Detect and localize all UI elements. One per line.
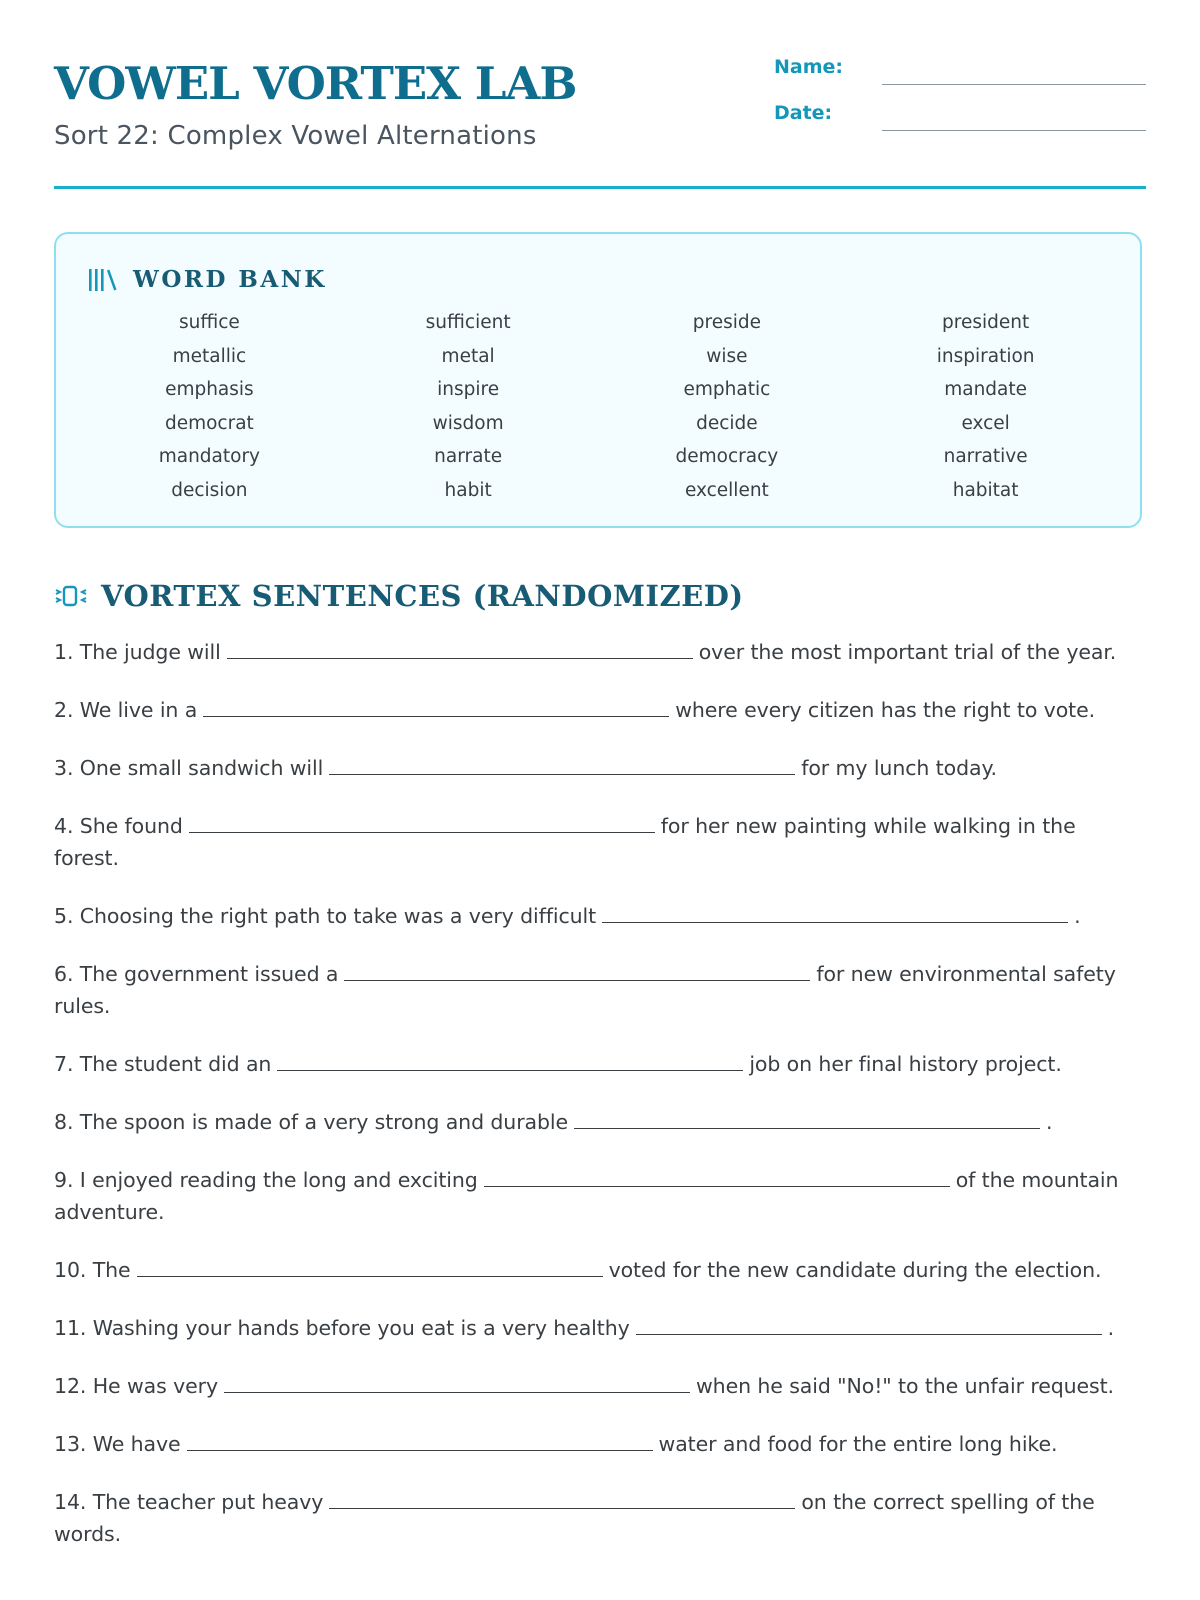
sentence-number: 14.	[54, 1490, 87, 1514]
word-bank-word: preside	[692, 312, 761, 333]
worksheet-page	[54, 0, 1146, 1600]
page-subtitle: Sort 22: Complex Vowel Alternations	[54, 121, 537, 151]
date-field[interactable]	[774, 100, 1146, 130]
sentence-item	[54, 636, 1146, 668]
sentence-number: 9.	[54, 1168, 74, 1192]
word-bank-word: wise	[706, 345, 748, 367]
sentence-text-before: One small sandwich will	[79, 756, 324, 780]
sentence-item	[54, 1106, 1146, 1138]
answer-blank[interactable]	[187, 1434, 653, 1451]
sentence-text-after: voted for the new candidate during the election.	[608, 1258, 1102, 1282]
word-bank-word: emphatic	[683, 379, 771, 400]
word-bank-word: narrative	[943, 446, 1028, 467]
sentence-list	[54, 636, 1146, 1576]
sentence-text-after: for my lunch today.	[801, 756, 997, 780]
word-bank-word: democracy	[675, 446, 779, 467]
sentence-number: 5.	[54, 904, 74, 928]
answer-blank[interactable]	[189, 816, 655, 833]
word-bank-word: mandatory	[158, 446, 261, 467]
sentence-text-before: We have	[92, 1432, 181, 1456]
sentence-text-after: over the most important trial of the year.	[698, 640, 1117, 664]
sentence-number: 8.	[54, 1110, 74, 1134]
sentence-number: 6.	[54, 962, 74, 986]
word-bank-word: inspiration	[936, 345, 1035, 367]
word-bank-word: suffice	[178, 312, 240, 333]
sentence-text-after: job on her final history project.	[749, 1052, 1062, 1076]
sentence-item	[54, 958, 1146, 1022]
answer-blank[interactable]	[602, 906, 1068, 923]
sentence-item	[54, 1254, 1146, 1286]
sentence-number: 12.	[54, 1374, 87, 1398]
answer-blank[interactable]	[277, 1054, 743, 1071]
sentence-text-after: water and food for the entire long hike.	[658, 1432, 1058, 1456]
name-field[interactable]	[774, 54, 1146, 84]
sentence-item	[54, 752, 1146, 784]
word-bank-word: emphasis	[165, 379, 254, 400]
sentence-item	[54, 1312, 1146, 1344]
sentence-text-before: She found	[79, 814, 183, 838]
sentence-item	[54, 1370, 1146, 1402]
word-bank-word: president	[942, 312, 1030, 333]
name-label: Name:	[774, 56, 844, 78]
answer-blank[interactable]	[329, 1492, 795, 1509]
sentence-item	[54, 1048, 1146, 1080]
word-bank-word: metallic	[172, 345, 247, 367]
date-label: Date:	[774, 102, 833, 124]
word-bank-word: excel	[961, 412, 1010, 434]
sentence-number: 11.	[54, 1316, 87, 1340]
answer-blank[interactable]	[137, 1260, 603, 1277]
sentence-text-after: for new environmental safety rules.	[54, 962, 1116, 1018]
sentence-text-before: We live in a	[79, 698, 198, 722]
sentence-text-after: .	[1046, 1110, 1053, 1134]
word-bank-word: mandate	[944, 379, 1028, 400]
answer-blank[interactable]	[636, 1318, 1102, 1335]
sentence-item	[54, 1428, 1146, 1460]
sentence-text-after: .	[1107, 1316, 1115, 1340]
sentence-text-after: .	[1074, 904, 1081, 928]
word-bank-word: wisdom	[432, 412, 504, 434]
name-line[interactable]	[882, 84, 1146, 85]
sentence-text-before: The	[92, 1258, 131, 1282]
sentence-item	[54, 810, 1146, 874]
sentence-text-before: The student did an	[79, 1052, 272, 1076]
sentence-text-after: where every citizen has the right to vote.	[675, 698, 1096, 722]
word-bank-word: inspire	[437, 379, 500, 400]
word-bank-word: excellent	[684, 479, 769, 501]
header-divider	[54, 186, 1146, 189]
answer-blank[interactable]	[224, 1376, 690, 1393]
sentence-number: 1.	[54, 640, 74, 664]
sentence-number: 4.	[54, 814, 74, 838]
word-bank-word: narrate	[434, 446, 503, 467]
sentence-number: 13.	[54, 1432, 87, 1456]
sentence-text-before: The judge will	[79, 640, 221, 664]
word-bank-grid	[56, 306, 1139, 507]
sentence-item	[54, 900, 1146, 932]
sentence-item	[54, 1486, 1146, 1550]
sentence-text-before: Choosing the right path to take was a very difficult	[79, 904, 597, 928]
sentence-text-before: Washing your hands before you eat is a very healthy	[92, 1316, 630, 1340]
word-bank-title: WORD BANK	[133, 266, 327, 293]
sentence-text-before: He was very	[92, 1374, 219, 1398]
sentence-text-before: The government issued a	[79, 962, 339, 986]
date-line[interactable]	[882, 130, 1146, 131]
sentence-number: 10.	[54, 1258, 87, 1282]
sentence-text-before: The teacher put heavy	[92, 1490, 324, 1514]
sentence-item	[54, 694, 1146, 726]
answer-blank[interactable]	[344, 964, 810, 981]
sentence-text-after: on the correct spelling of the words.	[54, 1490, 1095, 1546]
sentence-text-before: I enjoyed reading the long and exciting	[79, 1168, 478, 1192]
word-bank-word: habit	[444, 479, 492, 501]
word-bank-box	[54, 232, 1142, 528]
sentences-title: VORTEX SENTENCES (RANDOMIZED)	[101, 579, 744, 613]
sentence-text-after: when he said "No!" to the unfair request.	[696, 1374, 1114, 1398]
answer-blank[interactable]	[484, 1170, 950, 1187]
worksheet-header	[54, 52, 1146, 190]
sentences-header	[54, 576, 1146, 616]
page-title: VOWEL VORTEX LAB	[54, 57, 577, 110]
sentence-number: 2.	[54, 698, 74, 722]
sentence-item	[54, 1164, 1146, 1228]
answer-blank[interactable]	[227, 642, 693, 659]
sentence-number: 3.	[54, 756, 74, 780]
word-bank-word: decision	[171, 479, 248, 501]
word-bank-word: metal	[441, 345, 495, 367]
word-bank-word: democrat	[164, 412, 254, 434]
sentence-text-after: for her new painting while walking in the forest.	[54, 814, 1076, 870]
word-bank-word: habitat	[952, 479, 1019, 501]
sentence-text-after: of the mountain adventure.	[54, 1168, 1119, 1224]
answer-blank[interactable]	[329, 758, 795, 775]
sentence-text-before: The spoon is made of a very strong and durable	[79, 1110, 569, 1134]
answer-blank[interactable]	[574, 1112, 1040, 1129]
sentence-number: 7.	[54, 1052, 74, 1076]
vortex-icon	[54, 584, 88, 608]
word-bank-word: decide	[696, 412, 758, 434]
word-bank-word: sufficient	[425, 312, 511, 333]
answer-blank[interactable]	[203, 700, 669, 717]
books-icon	[88, 266, 118, 294]
